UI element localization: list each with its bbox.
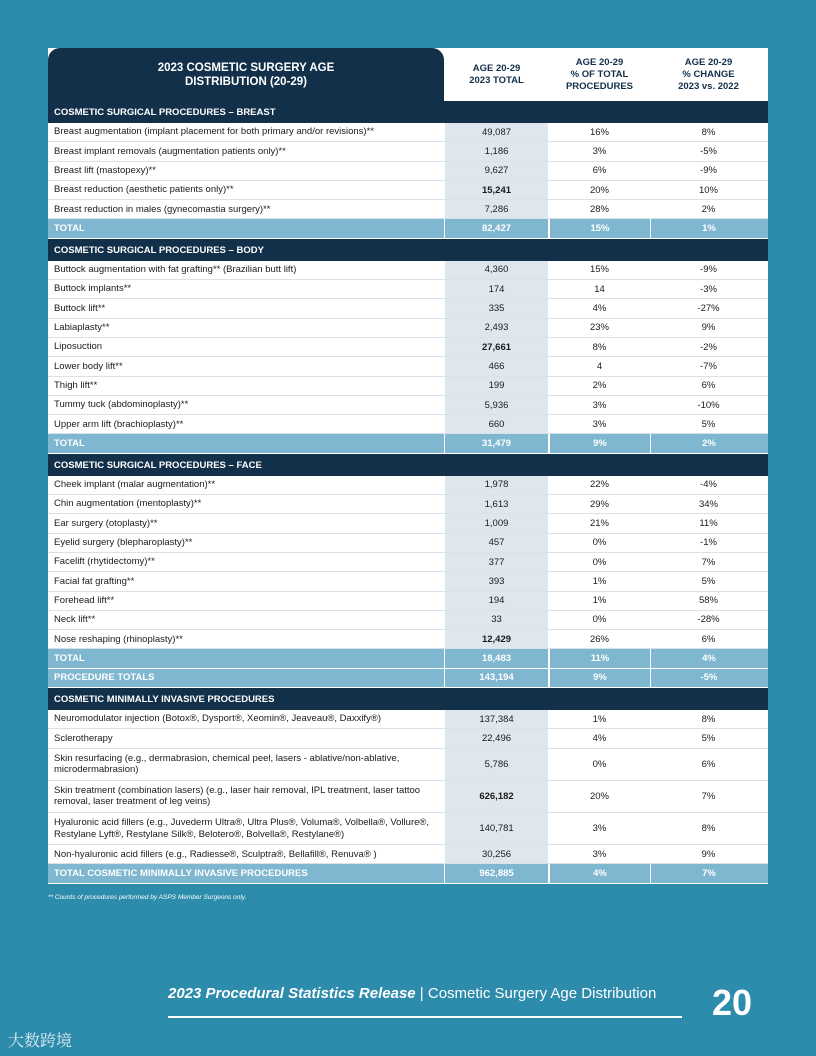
table-row [48, 592, 768, 611]
change-cell: 8% [701, 823, 716, 835]
count-cell: 4,360 [444, 261, 549, 279]
table-row [48, 280, 768, 299]
percent-cell: 21% [589, 517, 609, 529]
percent-cell: 14 [594, 283, 605, 295]
procedure-name: Lower body lift** [54, 360, 123, 372]
count-cell: 49,087 [444, 123, 549, 141]
table-row [48, 630, 768, 649]
change-cell: -10% [697, 399, 720, 411]
change-cell: 1% [650, 219, 767, 237]
table-row [48, 813, 768, 845]
change-cell: -3% [700, 283, 717, 295]
procedure-name: Thigh lift** [54, 379, 98, 391]
count-cell: 1,009 [444, 514, 549, 532]
change-cell: 10% [698, 184, 718, 196]
footer-separator: | [415, 985, 428, 1002]
table-row [48, 514, 768, 533]
change-cell: 34% [698, 498, 718, 510]
change-cell: -5% [650, 669, 767, 687]
footer-title [168, 985, 656, 1002]
procedure-name: Breast reduction (aesthetic patients only)** [54, 184, 234, 196]
change-cell: 6% [701, 758, 716, 770]
col-header-change: AGE 20-29 % CHANGE 2023 vs. 2022 [678, 56, 739, 92]
percent-cell: 0% [592, 537, 607, 549]
change-cell: 11% [699, 517, 718, 529]
percent-cell: 8% [592, 341, 607, 353]
count-cell: 2,493 [444, 319, 549, 337]
count-cell: 5,936 [444, 396, 549, 414]
count-cell: 1,186 [444, 142, 549, 160]
table-row [48, 181, 768, 200]
procedure-name: Liposuction [54, 341, 103, 353]
table-row [48, 319, 768, 338]
table-row [48, 200, 768, 219]
table-row [48, 299, 768, 318]
procedure-name: Tummy tuck (abdominoplasty)** [54, 399, 189, 411]
table-row [48, 123, 768, 142]
table-row [48, 338, 768, 357]
procedure-name: Breast reduction in males (gynecomastia surgery)** [54, 203, 271, 215]
percent-cell: 3% [592, 418, 607, 430]
table-row [48, 162, 768, 181]
count-cell: 660 [444, 415, 549, 433]
percent-cell: 4% [549, 864, 650, 882]
count-cell: 335 [444, 299, 549, 317]
total-label: TOTAL [54, 222, 85, 234]
total-row [48, 434, 768, 453]
change-cell: 4% [650, 649, 767, 667]
percent-cell: 3% [592, 145, 607, 157]
count-cell: 5,786 [444, 749, 549, 780]
table-row [48, 845, 768, 864]
table-row [48, 749, 768, 781]
procedure-name: Ear surgery (otoplasty)** [54, 517, 158, 529]
change-cell: 2% [650, 434, 767, 452]
table-row [48, 377, 768, 396]
count-cell: 143,194 [444, 669, 549, 687]
percent-cell: 4% [592, 732, 607, 744]
statistics-table [48, 48, 768, 884]
count-cell: 1,978 [444, 476, 549, 494]
col-header-percent: AGE 20-29 % OF TOTAL PROCEDURES [565, 56, 634, 92]
procedure-name: Forehead lift** [54, 594, 115, 606]
count-cell: 9,627 [444, 162, 549, 180]
total-row [48, 864, 768, 883]
change-cell: 7% [650, 864, 767, 882]
change-cell: -9% [700, 264, 717, 276]
percent-cell: 3% [592, 823, 607, 835]
change-cell: -7% [700, 360, 717, 372]
procedure-name: Eyelid surgery (blepharoplasty)** [54, 537, 193, 549]
procedure-name: Skin resurfacing (e.g., dermabrasion, chemical peel, lasers - ablative/non-ablative, microdermabrasion) [54, 752, 400, 776]
count-cell: 194 [444, 592, 549, 610]
percent-cell: 3% [592, 848, 607, 860]
percent-cell: 6% [592, 165, 607, 177]
count-cell: 962,885 [444, 864, 549, 882]
change-cell: 6% [701, 633, 716, 645]
table-row [48, 396, 768, 415]
count-cell: 7,286 [444, 200, 549, 218]
total-row [48, 649, 768, 668]
change-cell: -28% [697, 614, 720, 626]
footer-release: 2023 Procedural Statistics Release [168, 985, 416, 1002]
total-row [48, 669, 768, 688]
percent-cell: 23% [589, 322, 609, 334]
percent-cell: 15% [589, 264, 609, 276]
table-row [48, 495, 768, 514]
procedure-name: Breast lift (mastopexy)** [54, 164, 156, 176]
procedure-name: Neck lift** [54, 614, 96, 626]
count-cell: 33 [444, 611, 549, 629]
footer-section: Cosmetic Surgery Age Distribution [427, 985, 657, 1002]
procedure-name: Facelift (rhytidectomy)** [54, 556, 155, 568]
percent-cell: 4 [596, 360, 603, 372]
page-number: 20 [712, 982, 753, 1023]
table-row [48, 357, 768, 376]
change-cell: 58% [698, 595, 718, 607]
procedure-name: Breast augmentation (implant placement for both primary and/or revisions)** [54, 126, 374, 138]
percent-cell: 2% [592, 380, 607, 392]
procedure-name: Buttock implants** [54, 283, 132, 295]
procedure-name: Breast implant removals (augmentation patients only)** [54, 145, 286, 157]
section-header-minimal: COSMETIC MINIMALLY INVASIVE PROCEDURES [48, 688, 768, 710]
count-cell: 466 [444, 357, 549, 375]
percent-cell: 28% [589, 203, 609, 215]
change-cell: 8% [701, 713, 716, 725]
change-cell: 5% [701, 418, 716, 430]
procedure-name: Facial fat grafting** [54, 575, 135, 587]
count-cell: 393 [444, 572, 549, 590]
percent-cell: 0% [592, 614, 607, 626]
table-body [48, 101, 768, 884]
percent-cell: 26% [589, 633, 609, 645]
change-cell: 5% [701, 575, 716, 587]
table-header [48, 48, 768, 101]
count-cell: 457 [444, 534, 549, 552]
count-cell: 30,256 [444, 845, 549, 863]
percent-cell: 22% [589, 479, 609, 491]
change-cell: -4% [700, 479, 717, 491]
count-cell: 140,781 [444, 813, 549, 844]
count-cell: 1,613 [444, 495, 549, 513]
procedure-name: Neuromodulator injection (Botox®, Dysport®, Xeomin®, Jeaveau®, Daxxify®) [54, 713, 381, 725]
percent-cell: 9% [549, 669, 650, 687]
percent-cell: 0% [592, 758, 607, 770]
change-cell: -5% [700, 145, 717, 157]
count-cell: 18,483 [444, 649, 549, 667]
count-cell: 137,384 [444, 710, 549, 728]
footnote: ** Counts of procedures performed by ASPS Member Surgeons only. [48, 894, 247, 901]
change-cell: -1% [700, 537, 717, 549]
count-cell: 12,429 [444, 630, 549, 648]
watermark-logo: 大数跨境 [8, 1033, 73, 1050]
percent-cell: 4% [592, 303, 607, 315]
table-row [48, 553, 768, 572]
change-cell: 7% [701, 556, 716, 568]
count-cell: 82,427 [444, 219, 549, 237]
table-row [48, 611, 768, 630]
change-cell: 5% [701, 732, 716, 744]
count-cell: 15,241 [444, 181, 549, 199]
table-row [48, 710, 768, 729]
total-row [48, 219, 768, 238]
change-cell: 9% [701, 322, 716, 334]
count-cell: 377 [444, 553, 549, 571]
table-title: 2023 COSMETIC SURGERY AGE DISTRIBUTION (20-29) [48, 48, 444, 101]
change-cell: 6% [701, 380, 716, 392]
percent-cell: 9% [549, 434, 650, 452]
section-header-breast: COSMETIC SURGICAL PROCEDURES – BREAST [48, 101, 768, 123]
table-row [48, 142, 768, 161]
procedure-name: Sclerotherapy [54, 732, 113, 744]
count-cell: 626,182 [444, 781, 549, 812]
procedure-name: Upper arm lift (brachioplasty)** [54, 418, 184, 430]
footer-divider [168, 1016, 682, 1018]
percent-cell: 20% [589, 184, 609, 196]
procedure-name: Hyaluronic acid fillers (e.g., Juvederm Ultra®, Ultra Plus®, Voluma®, Volbella®, Vollure®, Restylane Lyft®, Restylane Silk®, Belotero®, Bolvella®, Restylane®) [54, 817, 430, 840]
col-header-total: AGE 20-29 2023 TOTAL [469, 62, 524, 86]
percent-cell: 29% [589, 498, 609, 510]
change-cell: 2% [701, 203, 716, 215]
table-row [48, 781, 768, 813]
section-header-face: COSMETIC SURGICAL PROCEDURES – FACE [48, 454, 768, 476]
change-cell: 9% [701, 848, 716, 860]
total-label: TOTAL COSMETIC MINIMALLY INVASIVE PROCEDURES [54, 867, 308, 879]
percent-cell: 16% [589, 126, 609, 138]
procedure-name: Buttock lift** [54, 302, 106, 314]
table-row [48, 261, 768, 280]
percent-cell: 1% [592, 575, 607, 587]
total-label: TOTAL [54, 652, 85, 664]
procedure-name: Buttock augmentation with fat grafting** (Brazilian butt lift) [54, 264, 297, 276]
total-label: TOTAL [54, 437, 85, 449]
table-row [48, 572, 768, 591]
percent-cell: 3% [592, 399, 607, 411]
count-cell: 174 [444, 280, 549, 298]
percent-cell: 20% [589, 790, 609, 802]
change-cell: -9% [700, 165, 717, 177]
change-cell: 8% [701, 126, 716, 138]
change-cell: -2% [700, 341, 717, 353]
procedure-name: Cheek implant (malar augmentation)** [54, 479, 216, 491]
section-header-body: COSMETIC SURGICAL PROCEDURES – BODY [48, 239, 768, 261]
count-cell: 27,661 [444, 338, 549, 356]
percent-cell: 15% [549, 219, 650, 237]
count-cell: 199 [444, 377, 549, 395]
percent-cell: 1% [592, 713, 607, 725]
percent-cell: 11% [549, 649, 650, 667]
change-cell: -27% [697, 303, 720, 315]
procedure-name: Skin treatment (combination lasers) (e.g., laser hair removal, IPL treatment, laser tattoo removal, laser treatment of leg veins) [54, 784, 421, 808]
procedure-name: Nose reshaping (rhinoplasty)** [54, 633, 183, 645]
table-row [48, 415, 768, 434]
count-cell: 22,496 [444, 729, 549, 747]
percent-cell: 0% [592, 556, 607, 568]
procedure-name: Non-hyaluronic acid fillers (e.g., Radiesse®, Sculptra®, Bellafill®, Renuva® ) [54, 848, 377, 860]
count-cell: 31,479 [444, 434, 549, 452]
table-row [48, 476, 768, 495]
change-cell: 7% [701, 790, 716, 802]
table-row [48, 729, 768, 748]
procedure-name: Chin augmentation (mentoplasty)** [54, 498, 202, 510]
procedure-name: Labiaplasty** [54, 322, 110, 334]
total-label: PROCEDURE TOTALS [54, 672, 155, 684]
percent-cell: 1% [592, 595, 607, 607]
table-row [48, 534, 768, 553]
